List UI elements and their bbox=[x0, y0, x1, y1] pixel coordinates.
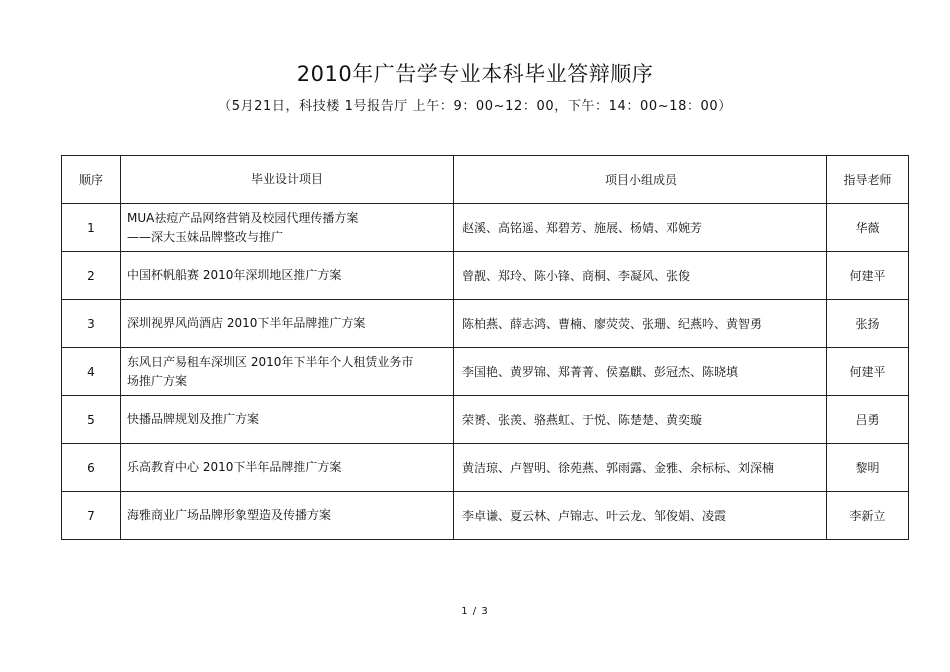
row-advisor: 黎明 bbox=[827, 444, 909, 492]
row-advisor: 吕勇 bbox=[827, 396, 909, 444]
row-members: 荣赟、张羡、骆燕虹、于悦、陈楚楚、黄奕璇 bbox=[454, 396, 827, 444]
row-members: 李卓谦、夏云林、卢锦志、叶云龙、邹俊娟、凌霞 bbox=[454, 492, 827, 540]
row-members: 赵溪、高铭遥、郑碧芳、施展、杨婧、邓婉芳 bbox=[454, 204, 827, 252]
project-title-line1: 中国杯帆船赛 2010年深圳地区推广方案 bbox=[127, 268, 342, 282]
row-order: 1 bbox=[62, 204, 121, 252]
project-title-line1: 海雅商业广场品牌形象塑造及传播方案 bbox=[127, 508, 332, 522]
header-project: 毕业设计项目 bbox=[121, 156, 454, 204]
project-title-line1: 快播品牌规划及推广方案 bbox=[127, 412, 260, 426]
row-project bbox=[121, 204, 454, 252]
project-title-line1: 乐高教育中心 2010下半年品牌推广方案 bbox=[127, 460, 342, 474]
project-title-line2: 场推广方案 bbox=[127, 373, 188, 388]
defense-schedule-table bbox=[61, 155, 909, 540]
row-order: 7 bbox=[62, 492, 121, 540]
row-advisor: 华薇 bbox=[827, 204, 909, 252]
header-order: 顺序 bbox=[62, 156, 121, 204]
project-title-line1: 深圳视界风尚酒店 2010下半年品牌推广方案 bbox=[127, 316, 366, 330]
row-project bbox=[121, 444, 454, 492]
table-row bbox=[62, 252, 909, 300]
header-advisor: 指导老师 bbox=[827, 156, 909, 204]
row-order: 3 bbox=[62, 300, 121, 348]
row-project bbox=[121, 252, 454, 300]
row-project bbox=[121, 492, 454, 540]
row-order: 5 bbox=[62, 396, 121, 444]
row-members: 黄洁琼、卢智明、徐苑燕、郭雨露、金雅、余标标、刘深楠 bbox=[454, 444, 827, 492]
table-row bbox=[62, 300, 909, 348]
row-project bbox=[121, 348, 454, 396]
table-row bbox=[62, 348, 909, 396]
project-title-line1: 东风日产易租车深圳区 2010年下半年个人租赁业务市 bbox=[127, 354, 414, 369]
project-title-line1: MUA祛痘产品网络营销及校园代理传播方案 bbox=[127, 210, 359, 225]
row-advisor: 何建平 bbox=[827, 252, 909, 300]
page-subtitle: （5月21日，科技楼 1号报告厅 上午：9：00~12：00，下午：14：00~18：00） bbox=[218, 99, 732, 114]
table-row bbox=[62, 396, 909, 444]
row-members: 曾靓、郑玲、陈小锋、商桐、李凝风、张俊 bbox=[454, 252, 827, 300]
table-row bbox=[62, 492, 909, 540]
header-members: 项目小组成员 bbox=[454, 156, 827, 204]
table-row bbox=[62, 204, 909, 252]
row-order: 6 bbox=[62, 444, 121, 492]
page-title: 2010年广告学专业本科毕业答辩顺序 bbox=[296, 62, 654, 86]
row-project bbox=[121, 396, 454, 444]
row-advisor: 张扬 bbox=[827, 300, 909, 348]
row-members: 陈柏燕、薛志鸿、曹楠、廖荧荧、张珊、纪燕吟、黄智勇 bbox=[454, 300, 827, 348]
page-number: 1 / 3 bbox=[461, 606, 489, 617]
row-members: 李国艳、黄罗锦、郑菁菁、侯嘉麒、彭冠杰、陈晓填 bbox=[454, 348, 827, 396]
row-advisor: 何建平 bbox=[827, 348, 909, 396]
row-order: 2 bbox=[62, 252, 121, 300]
table-row bbox=[62, 444, 909, 492]
row-advisor: 李新立 bbox=[827, 492, 909, 540]
table-header-row bbox=[62, 156, 909, 204]
row-order: 4 bbox=[62, 348, 121, 396]
row-project bbox=[121, 300, 454, 348]
project-title-line2: ——深大玉妹品牌整改与推广 bbox=[127, 229, 284, 244]
